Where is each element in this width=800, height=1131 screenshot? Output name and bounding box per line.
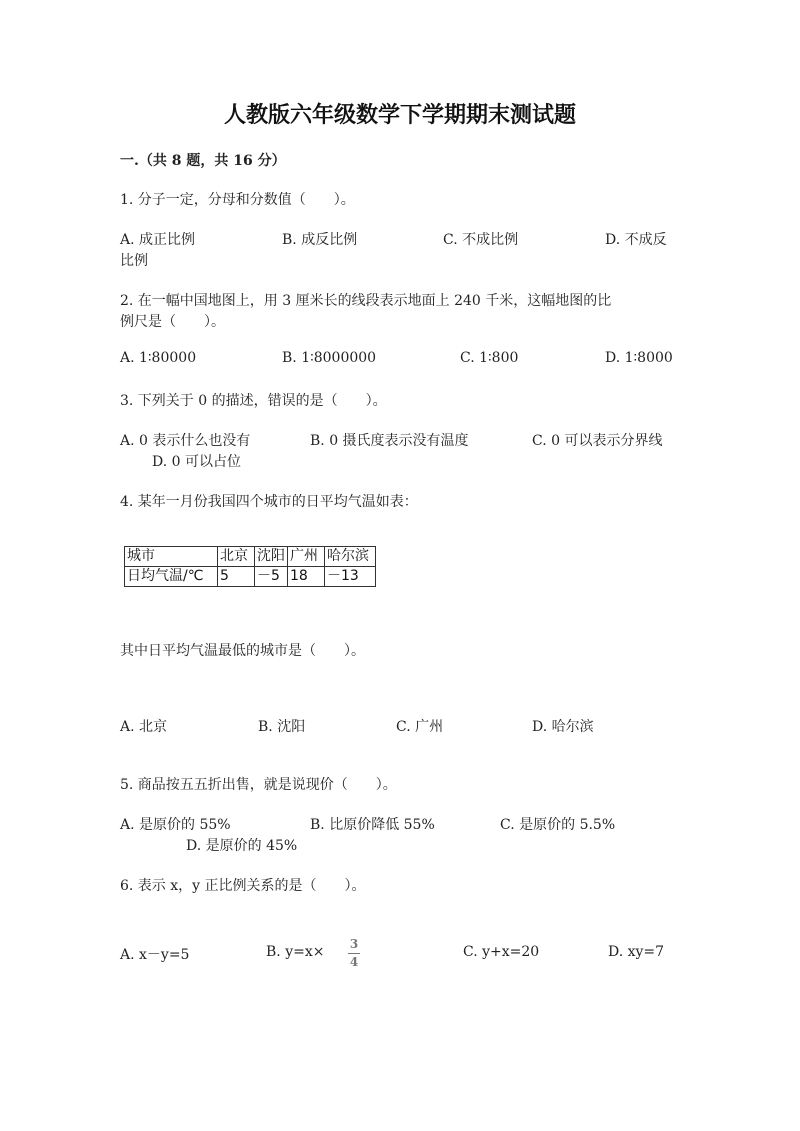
question-6-option-d: D. xy=7 [608, 944, 665, 960]
question-3-option-a: A. 0 表示什么也没有 [120, 433, 251, 449]
question-3-option-c: C. 0 可以表示分界线 [532, 433, 663, 449]
table-cell: －5 [255, 567, 288, 587]
table-cell: 日均气温/℃ [125, 567, 218, 587]
question-1-text: 1. 分子一定，分母和分数值（ ）。 [120, 192, 355, 208]
question-6-text: 6. 表示 x，y 正比例关系的是（ ）。 [120, 878, 366, 894]
question-1-option-d-wrap: 比例 [120, 253, 148, 269]
question-5-text: 5. 商品按五五折出售，就是说现价（ ）。 [120, 777, 397, 793]
question-4-text: 4. 某年一月份我国四个城市的日平均气温如表： [120, 494, 418, 510]
question-5-option-a: A. 是原价的 55% [120, 817, 231, 833]
question-5-option-c: C. 是原价的 5.5% [500, 817, 616, 833]
question-3-option-d: D. 0 可以占位 [152, 454, 241, 470]
question-4-option-a: A. 北京 [120, 719, 168, 735]
question-3-text: 3. 下列关于 0 的描述，错误的是（ ）。 [120, 393, 387, 409]
question-6-option-c: C. y+x=20 [463, 944, 540, 960]
table-row [125, 567, 376, 587]
question-6-option-b: B. y=x× [266, 944, 325, 960]
question-2-option-b: B. 1∶8000000 [282, 350, 377, 366]
table-cell: －13 [325, 567, 376, 587]
table-cell: 城市 [125, 547, 218, 567]
question-1-option-a: A. 成正比例 [120, 232, 196, 248]
question-4-option-b: B. 沈阳 [258, 719, 306, 735]
question-1-option-c: C. 不成比例 [443, 232, 519, 248]
table-cell: 5 [218, 567, 255, 587]
question-2-text: 2. 在一幅中国地图上，用 3 厘米长的线段表示地面上 240 千米，这幅地图的比 [120, 293, 612, 309]
question-2-option-c: C. 1∶800 [460, 350, 519, 366]
table-cell: 北京 [218, 547, 255, 567]
question-4-option-c: C. 广州 [396, 719, 444, 735]
page-title: 人教版六年级数学下学期期末测试题 [223, 102, 576, 128]
fraction-bar [348, 953, 360, 954]
section-heading: 一.（共 8 题，共 16 分） [120, 153, 286, 169]
question-2-text-cont: 例尺是（ ）。 [120, 314, 225, 330]
table-cell: 广州 [288, 547, 325, 567]
table-cell: 18 [288, 567, 325, 587]
question-5-option-d: D. 是原价的 45% [186, 838, 298, 854]
question-4-option-d: D. 哈尔滨 [532, 719, 594, 735]
question-1-option-d: D. 不成反 [605, 232, 667, 248]
table-cell: 沈阳 [255, 547, 288, 567]
question-2-option-a: A. 1∶80000 [120, 350, 197, 366]
question-2-option-d: D. 1∶8000 [605, 350, 673, 366]
question-4-followup: 其中日平均气温最低的城市是（ ）。 [120, 643, 365, 659]
question-3-option-b: B. 0 摄氏度表示没有温度 [310, 433, 469, 449]
table-cell: 哈尔滨 [325, 547, 376, 567]
fraction-denominator: 4 [349, 955, 359, 969]
question-1-option-b: B. 成反比例 [282, 232, 358, 248]
temperature-table [124, 546, 376, 587]
fraction-three-quarters [347, 937, 361, 969]
question-6-option-a: A. x－y=5 [120, 947, 190, 963]
fraction-numerator: 3 [349, 937, 359, 951]
question-5-option-b: B. 比原价降低 55% [310, 817, 435, 833]
table-header-row [125, 547, 376, 567]
